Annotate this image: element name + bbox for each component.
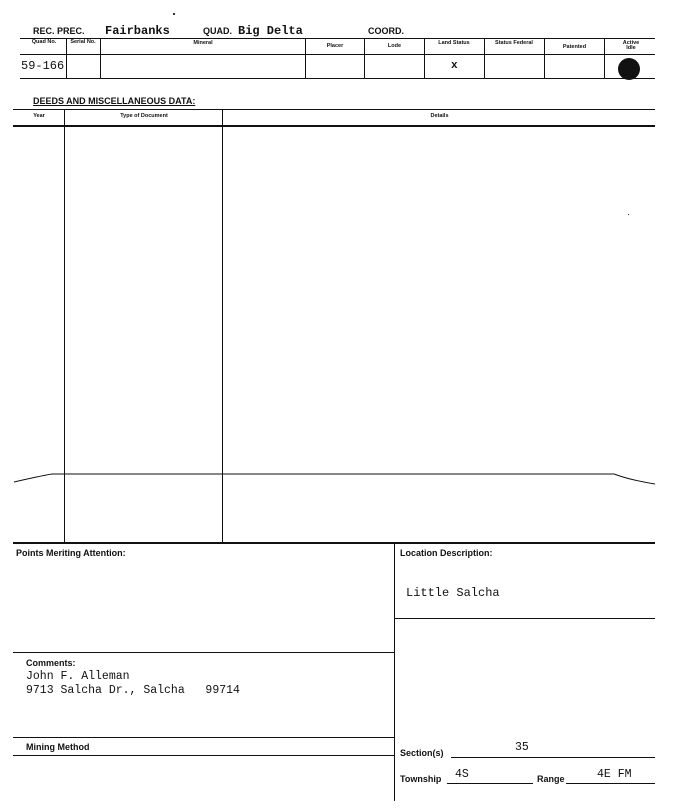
lower-divider [394, 543, 395, 801]
points-bottom-rule [13, 652, 394, 653]
header-rule [20, 38, 655, 39]
speck [628, 214, 629, 215]
claim-table-divider [604, 39, 605, 78]
mining-method-label: Mining Method [26, 742, 90, 752]
quad-label: QUAD. [203, 26, 232, 36]
rec-prec-value: Fairbanks [105, 24, 170, 38]
section-value: 35 [515, 741, 529, 754]
claim-table-divider [484, 39, 485, 78]
points-label: Points Meriting Attention: [16, 548, 126, 558]
col-year: Year [33, 113, 45, 119]
claim-table-divider [424, 39, 425, 78]
quad-no-value: 59-166 [21, 59, 65, 73]
comments-label: Comments: [26, 658, 76, 668]
section-underline [451, 757, 655, 758]
rec-prec-label: REC. PREC. [33, 26, 85, 36]
col-details: Details [430, 113, 449, 119]
deeds-header-rule [13, 125, 655, 127]
township-underline [447, 783, 533, 784]
col-placer: Placer [326, 43, 344, 49]
col-patented: Patented [562, 44, 587, 50]
col-active-idle: Active Idle [622, 40, 640, 51]
township-value: 4S [455, 768, 469, 781]
lower-section-top [13, 542, 655, 544]
col-type-of-document: Type of Document [120, 113, 168, 119]
mining-method-rule [13, 755, 394, 756]
location-label: Location Description: [400, 548, 493, 558]
active-status-dot [618, 58, 640, 80]
deeds-top-rule [13, 109, 655, 110]
claim-table-bottom [20, 78, 655, 79]
col-serial-no: Serial No. [70, 39, 96, 45]
location-value: Little Salcha [406, 586, 500, 600]
quad-value: Big Delta [238, 24, 303, 38]
location-bottom-rule [394, 618, 655, 619]
claim-table-header-bottom [20, 54, 655, 55]
col-quad-no: Quad No. [31, 39, 57, 45]
col-land-status: Land Status [438, 40, 470, 46]
comments-line-1: John F. Alleman [26, 670, 130, 683]
comments-line-2: 9713 Salcha Dr., Salcha 99714 [26, 684, 240, 697]
comments-bottom-rule [13, 737, 394, 738]
coord-label: COORD. [368, 26, 404, 36]
deeds-title: DEEDS AND MISCELLANEOUS DATA: [33, 96, 196, 106]
section-label: Section(s) [400, 748, 444, 758]
col-lode: Lode [387, 43, 402, 49]
col-status-federal: Status Federal [495, 40, 533, 46]
land-status-mark: x [451, 60, 458, 72]
range-value: 4E FM [597, 768, 632, 781]
township-label: Township [400, 774, 442, 784]
range-label: Range [537, 774, 565, 784]
col-mineral: Mineral [193, 40, 213, 46]
fold-line [0, 462, 678, 492]
range-underline [566, 783, 655, 784]
speck [173, 13, 175, 15]
